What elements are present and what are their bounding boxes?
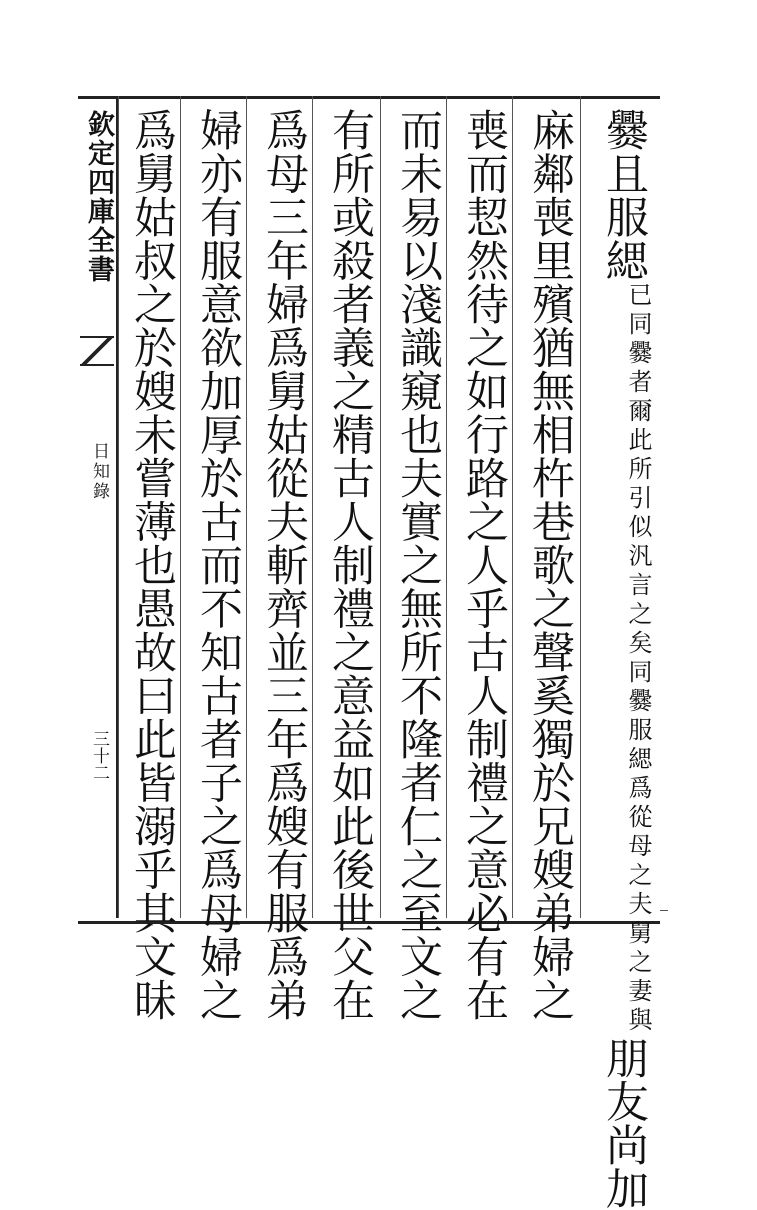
column-divider (180, 96, 181, 918)
commentary-note (624, 282, 652, 1036)
text-column-3: 喪而恝然待之如行路之人乎古人制禮之意必有在 (459, 108, 509, 1022)
main-text-lead: 爨且服緦 (599, 108, 649, 282)
text-column-8: 爲舅姑叔之於嫂未嘗薄也愚故曰此皆溺乎其文昧 (127, 108, 177, 1022)
text-column-1 (588, 108, 652, 1210)
text-column-2: 麻鄰喪里殯猶無相杵巷歌之聲奚獨於兄嫂弟婦之 (525, 108, 575, 1022)
text-column-5: 有所或殺者義之精古人制禮之意益如此後世父在 (325, 108, 375, 1022)
folio-number: 三十二 (89, 730, 109, 781)
column-divider (446, 96, 447, 918)
book-title: 日知錄 (89, 442, 109, 502)
library-title: 欽定四庫全書 (83, 110, 114, 284)
text-column-6: 爲母三年婦爲舅姑從夫斬齊並三年爲嫂有服爲弟 (259, 108, 309, 1022)
column-divider (118, 96, 119, 918)
column-divider (512, 96, 513, 918)
main-text-tail: 朋友尚加 (599, 1036, 649, 1210)
commentary-left: 已同爨者爾此所引似汎言之矣 (624, 282, 652, 659)
column-divider (380, 96, 381, 918)
column-divider (246, 96, 247, 918)
fishtail-ornament (80, 336, 114, 366)
column-divider (312, 96, 313, 918)
text-column-4: 而未易以淺識窺也夫實之無所不隆者仁之至文之 (393, 108, 443, 1022)
text-column-7: 婦亦有服意欲加厚於古而不知古者子之爲母婦之 (193, 108, 243, 1022)
margin-tick (660, 910, 668, 911)
column-divider (580, 96, 581, 918)
commentary-right: 同爨服緦爲從母之夫舅之妻與 (624, 659, 652, 1036)
